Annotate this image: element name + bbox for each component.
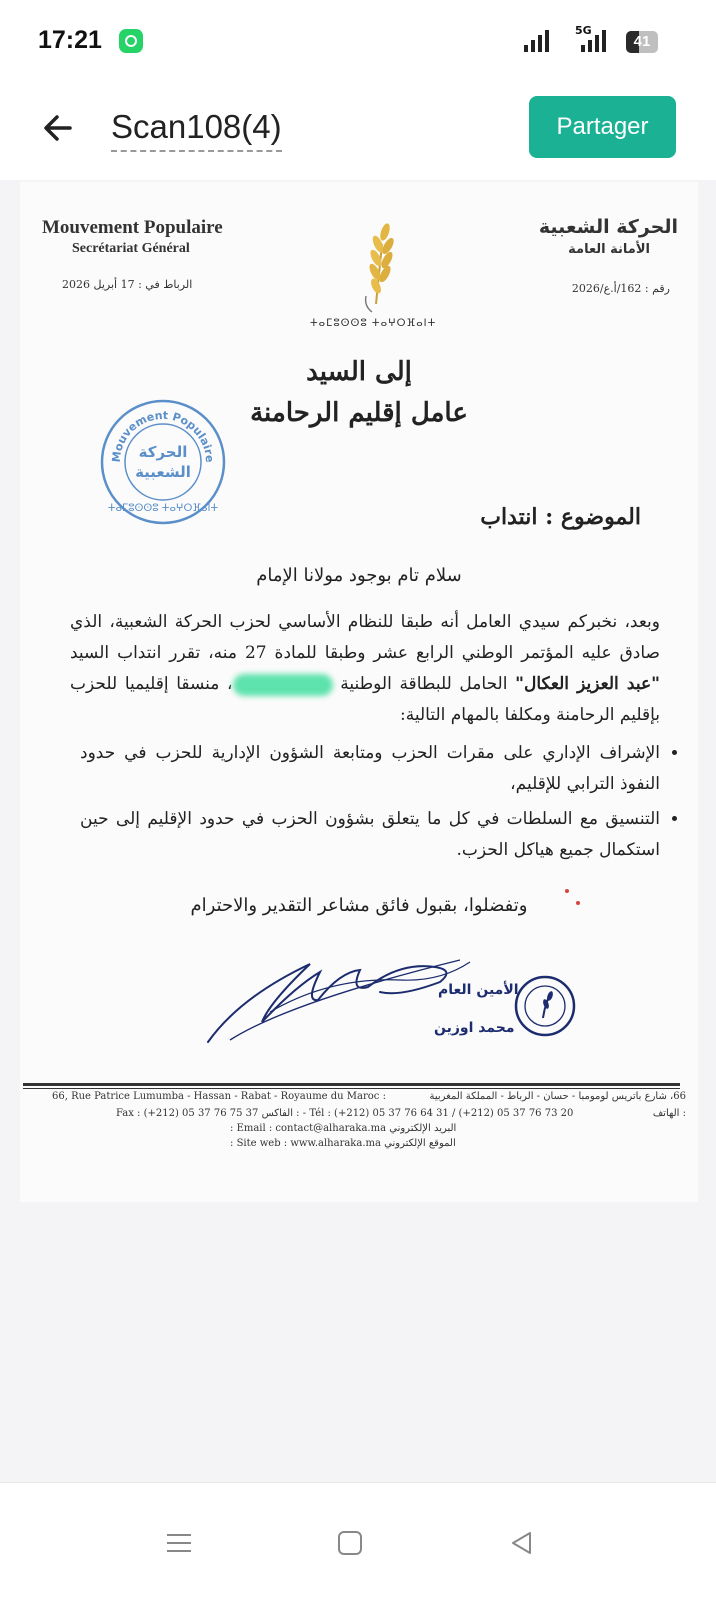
- wheat-logo-icon: [334, 214, 414, 314]
- addressee-title: عامل إقليم الرحامنة: [250, 398, 468, 428]
- stamp-top-text: Mouvement Populaire: [109, 408, 217, 463]
- document-scan: [20, 182, 698, 1202]
- letter-subject: الموضوع : انتداب: [480, 504, 641, 530]
- footer-fax-label: : الفاكس: [261, 1108, 300, 1119]
- designee-name: "عبد العزيز العكال": [515, 674, 660, 694]
- home-square-icon[interactable]: [336, 1529, 364, 1557]
- footer-website-ar: الموقع الإلكتروني: [384, 1138, 456, 1149]
- status-bar: [0, 0, 716, 80]
- footer-address-ar: 66، شارع باتريس لومومبا - حسان - الرباط - المملكة المغربية: [429, 1091, 686, 1102]
- footer-divider: [23, 1083, 680, 1086]
- signal-icon: [581, 30, 606, 52]
- stamp-center-text: الحركة: [138, 443, 188, 461]
- footer-phone-label: : الهاتف: [652, 1108, 686, 1119]
- letter-reference: رقم : 162/أ.ع/2026: [571, 282, 670, 295]
- battery-level: 41: [633, 33, 651, 50]
- party-stamp: [98, 397, 228, 527]
- share-button[interactable]: Partager: [529, 96, 676, 158]
- body-text: الحامل للبطاقة الوطنية: [340, 674, 508, 694]
- menu-icon[interactable]: [165, 1529, 193, 1557]
- list-item: • التنسيق مع السلطات في كل ما يتعلق بشؤون الحزب في حدود الإقليم إلى حين استكمال جميع هياكل الحزب.: [80, 804, 660, 866]
- letter-body: [70, 607, 660, 731]
- signatory-title: الأمين العام: [438, 982, 519, 998]
- secretariat-seal: [513, 974, 577, 1038]
- org-name-arabic: الحركة الشعبية: [538, 216, 678, 238]
- status-time: 17:21: [38, 26, 102, 54]
- footer-fax-tel: Fax : (+212) 05 37 76 75 37 : الفاكس - Tél : (+212) 05 37 76 64 31 / (+212) 05 37 76 73 20: [116, 1108, 574, 1119]
- greeting: سلام تام بوجود مولانا الإمام: [256, 565, 462, 586]
- secretariat-latin: Secrétariat Général: [72, 241, 190, 256]
- stamp-bottom-text: ⵜⴰⵎⵓⵙⵙⵓ ⵜⴰⵖⵔⴼⴰⵏⵜ: [107, 503, 219, 514]
- app-bar: [0, 80, 716, 180]
- org-name-latin: Mouvement Populaire: [42, 217, 223, 238]
- system-nav-bar: [0, 1482, 716, 1601]
- footer-email: [230, 1123, 456, 1134]
- back-arrow-icon[interactable]: [40, 110, 76, 146]
- redaction-mark: [233, 674, 333, 696]
- footer-address-fr: 66, Rue Patrice Lumumba - Hassan - Rabat - Royaume du Maroc :: [52, 1091, 386, 1102]
- list-item: • الإشراف الإداري على مقرات الحزب ومتابعة الشؤون الإدارية للحزب في حدود النفوذ الترابي للإقليم،: [80, 738, 660, 800]
- task-list: [80, 738, 682, 870]
- body-text: ، منسقا إقليميا للحزب بإقليم الرحامنة ومكلفا بالمهام التالية:: [70, 674, 660, 725]
- secretariat-arabic: الأمانة العامة: [568, 242, 650, 257]
- addressee-line: إلى السيد: [306, 357, 412, 387]
- footer-email-ar: البريد الإلكتروني: [389, 1123, 457, 1134]
- ink-dot: [565, 889, 569, 893]
- footer-website: [230, 1138, 456, 1149]
- closing-line: وتفضلوا، بقبول فائق مشاعر التقدير والاحترام: [190, 895, 528, 916]
- back-triangle-icon[interactable]: [508, 1529, 536, 1557]
- letter-date: الرباط في : 17 أبريل 2026: [62, 278, 193, 291]
- footer-divider: [23, 1088, 680, 1089]
- tifinagh-text: ⵜⴰⵎⵓⵙⵙⵓ ⵜⴰⵖⵔⴼⴰⵏⵜ: [310, 318, 437, 329]
- body-text: وبعد، نخبركم سيدي العامل أنه طبقا للنظام الأساسي لحزب الحركة الشعبية، الذي صادق عليه المؤتمر الوطني الرابع عشر وطبقا للمادة 27 منه، تقرر انتداب السيد: [70, 612, 660, 663]
- network-type: 5G: [575, 24, 592, 37]
- stamp-center-text: الشعبية: [135, 463, 191, 481]
- footer-tel: Tél : (+212) 05 37 76 64 31 / (+212) 05 37 76 73 20: [309, 1108, 574, 1119]
- battery-icon: [626, 31, 658, 53]
- footer-website-fr: Site web : www.alharaka.ma :: [230, 1138, 381, 1149]
- footer-email-fr: Email : contact@alharaka.ma :: [230, 1123, 387, 1134]
- signal-icon: [524, 30, 549, 52]
- whatsapp-icon: [119, 29, 143, 53]
- footer-fax: Fax : (+212) 05 37 76 75 37: [116, 1108, 259, 1119]
- signatory-name: محمد اوزين: [434, 1020, 515, 1036]
- document-title[interactable]: Scan108(4): [111, 108, 282, 152]
